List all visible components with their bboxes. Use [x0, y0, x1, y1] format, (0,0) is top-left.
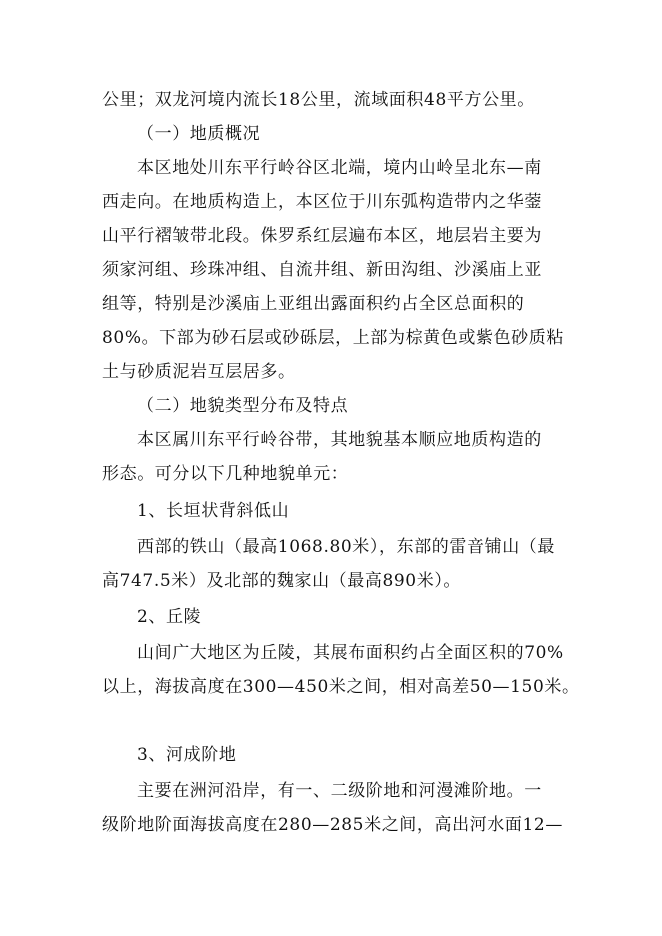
text-line-15: 高747.5米）及北部的魏家山（最高890米）。 [102, 571, 462, 591]
text-line-7: 组等，特别是沙溪庙上亚组出露面积约占全区总面积的 [102, 294, 525, 314]
text-line-18: 以上，海拔高度在300—450米之间，相对高差50—150米。 [102, 677, 580, 697]
section-heading-geology: （一）地质概况 [137, 124, 261, 144]
text-line-14: 西部的铁山（最高1068.80米），东部的雷音铺山（最 [137, 537, 555, 557]
subheading-river-terrace: 3、河成阶地 [137, 745, 237, 765]
text-line-1: 公里；双龙河境内流长18公里，流域面积48平方公里。 [102, 90, 535, 110]
text-line-21: 级阶地阶面海拔高度在280—285米之间，高出河水面12— [102, 815, 563, 835]
section-heading-landform: （二）地貌类型分布及特点 [137, 396, 349, 416]
text-line-11: 本区属川东平行岭谷带，其地貌基本顺应地质构造的 [137, 430, 542, 450]
text-line-17: 山间广大地区为丘陵，其展布面积约占全面区积的70% [137, 643, 564, 663]
subheading-hills: 2、丘陵 [137, 607, 202, 627]
text-line-3: 本区地处川东平行岭谷区北端，境内山岭呈北东—南 [137, 158, 542, 178]
text-line-8: 80%。下部为砂石层或砂砾层，上部为棕黄色或紫色砂质粘 [102, 328, 564, 348]
text-line-4: 西走向。在地质构造上，本区位于川东弧构造带内之华蓥 [102, 192, 542, 212]
text-line-12: 形态。可分以下几种地貌单元： [102, 464, 349, 484]
text-line-9: 土与砂质泥岩互层居多。 [102, 362, 296, 382]
text-line-5: 山平行褶皱带北段。侏罗系红层遍布本区，地层岩主要为 [102, 226, 542, 246]
text-line-6: 须家河组、珍珠冲组、自流井组、新田沟组、沙溪庙上亚 [102, 260, 542, 280]
text-line-20: 主要在洲河沿岸，有一、二级阶地和河漫滩阶地。一 [137, 781, 542, 801]
subheading-low-mountain: 1、长垣状背斜低山 [137, 501, 290, 521]
